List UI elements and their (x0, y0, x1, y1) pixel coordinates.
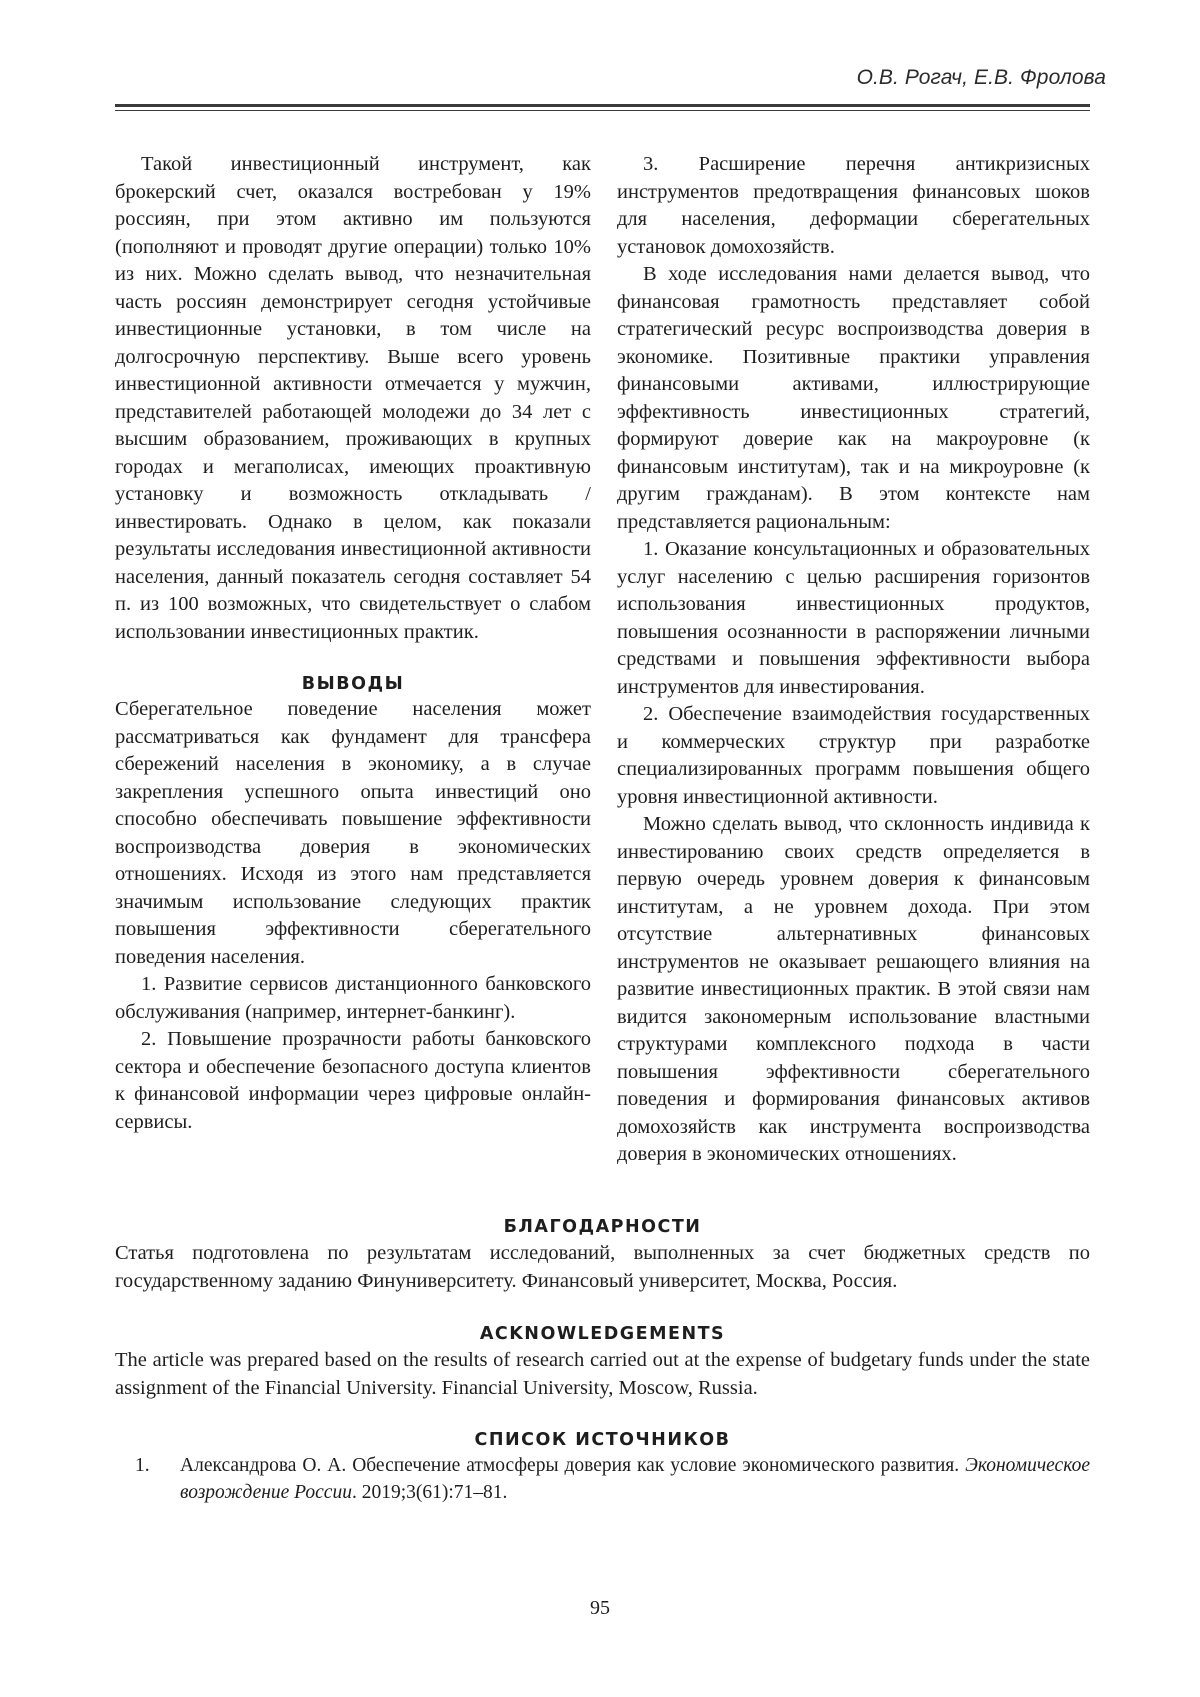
list-item-consulting: 1. Оказание консультационных и образовательных услуг населению с целью расширения горизонтов использования инвестиционных продуктов, повышения осознанности в распоряжении личными средствами и повышения эффективности выбора инструментов для инвестирования. (617, 538, 1090, 698)
paragraph-brokerage: Такой инвестиционный инструмент, как брокерский счет, оказался востребован у 19% россиян, при этом активно им пользуются (пополняют и проводят другие операции) только 10% из них. Можно сделать вывод, что незначительная часть россиян демонстрирует сегодня устойчивые инвестиционные установки, в том числе на долгосрочную перспективу. Выше всего уровень инвестиционной активности отмечается у мужчин, представителей работающей молодежи до 34 лет с высшим образованием, проживающих в крупных городах и мегаполисах, имеющих проактивную установку и возможность откладывать / инвестировать. Однако в целом, как показали результаты исследования инвестиционной активности населения, данный показатель сегодня составляет 54 п. из 100 возможных, что свидетельствует о слабом использовании инвестиционных практик. (115, 153, 591, 643)
section-heading-references: СПИСОК ИСТОЧНИКОВ (474, 1430, 731, 1450)
list-item-anticrisis: 3. Расширение перечня антикризисных инструментов предотвращения финансовых шоков для населения, деформации сберегательных установок домохозяйств. (617, 153, 1090, 258)
list-item-transparency: 2. Повышение прозрачности работы банковского сектора и обеспечение безопасного доступа клиентов к финансовой информации через цифровые онлайн-сервисы. (115, 1028, 591, 1133)
right-column (617, 151, 1090, 1169)
acknowledgements-section (115, 1322, 1090, 1402)
section-heading-acknowledgements: ACKNOWLEDGEMENTS (479, 1324, 726, 1344)
acknowledgements-text: The article was prepared based on the results of research carried out at the expense of budgetary funds under the state assignment of the Financial University. Financial University, Moscow, Russia. (115, 1349, 1090, 1399)
references-section (115, 1428, 1090, 1506)
page-number: 95 (590, 1597, 610, 1619)
left-column (115, 151, 591, 1136)
section-heading-thanks: БЛАГОДАРНОСТИ (503, 1217, 702, 1237)
paragraph-conclusion-trust: Можно сделать вывод, что склонность индивида к инвестированию своих средств определяется в первую очередь уровнем доверия к финансовым институтам, а не уровнем дохода. При этом отсутствие альтернативных финансовых инструментов не оказывает решающего влияния на развитие инвестиционных практик. В этой связи нам видится закономерным использование властными структурами комплексного подхода в части повышения эффективности сберегательного поведения и формирования финансовых активов домохозяйств как инструмента воспроизводства доверия в экономических отношениях. (617, 813, 1090, 1165)
header-rule (115, 104, 1090, 107)
header-rule-thin (115, 110, 1090, 111)
list-item-cooperation: 2. Обеспечение взаимодействия государственных и коммерческих структур при разработке специализированных программ повышения общего уровня инвестиционной активности. (617, 703, 1090, 808)
thanks-text: Статья подготовлена по результатам исследований, выполненных за счет бюджетных средств по государственному заданию Финуниверситету. Финансовый университет, Москва, Россия. (115, 1242, 1090, 1292)
paragraph-financial-literacy: В ходе исследования нами делается вывод, что финансовая грамотность представляет собой стратегический ресурс воспроизводства доверия в экономике. Позитивные практики управления финансовыми активами, иллюстрирующие эффективность инвестиционных стратегий, формируют доверие как на макроуровне (к финансовым институтам), так и на микроуровне (к другим гражданам). В этом контексте нам представляется рациональным: (617, 263, 1090, 533)
thanks-section (115, 1215, 1090, 1295)
paragraph-savings-behavior: Сберегательное поведение населения может рассматриваться как фундамент для трансфера сбережений населения в экономику, а в случае закрепления успешного опыта инвестиций оно способно обеспечивать повышение эффективности воспроизводства доверия в экономических отношениях. Исходя из этого нам представляется значимым использование следующих практик повышения эффективности сберегательного поведения населения. (115, 698, 591, 968)
reference-text: Александрова О. А. Обеспечение атмосферы доверия как условие экономического развития. (180, 1455, 966, 1476)
list-item-remote-banking: 1. Развитие сервисов дистанционного банковского обслуживания (например, интернет-банкинг). (115, 973, 591, 1023)
running-header-authors: О.В. Рогач, Е.В. Фролова (856, 66, 1106, 89)
reference-journal: Экономическое возрождение России (180, 1455, 1090, 1503)
reference-details: . 2019;3(61):71–81. (351, 1482, 508, 1503)
section-heading-conclusions: ВЫВОДЫ (301, 674, 405, 694)
reference-item (135, 1452, 1090, 1506)
reference-number: 1. (135, 1455, 150, 1476)
